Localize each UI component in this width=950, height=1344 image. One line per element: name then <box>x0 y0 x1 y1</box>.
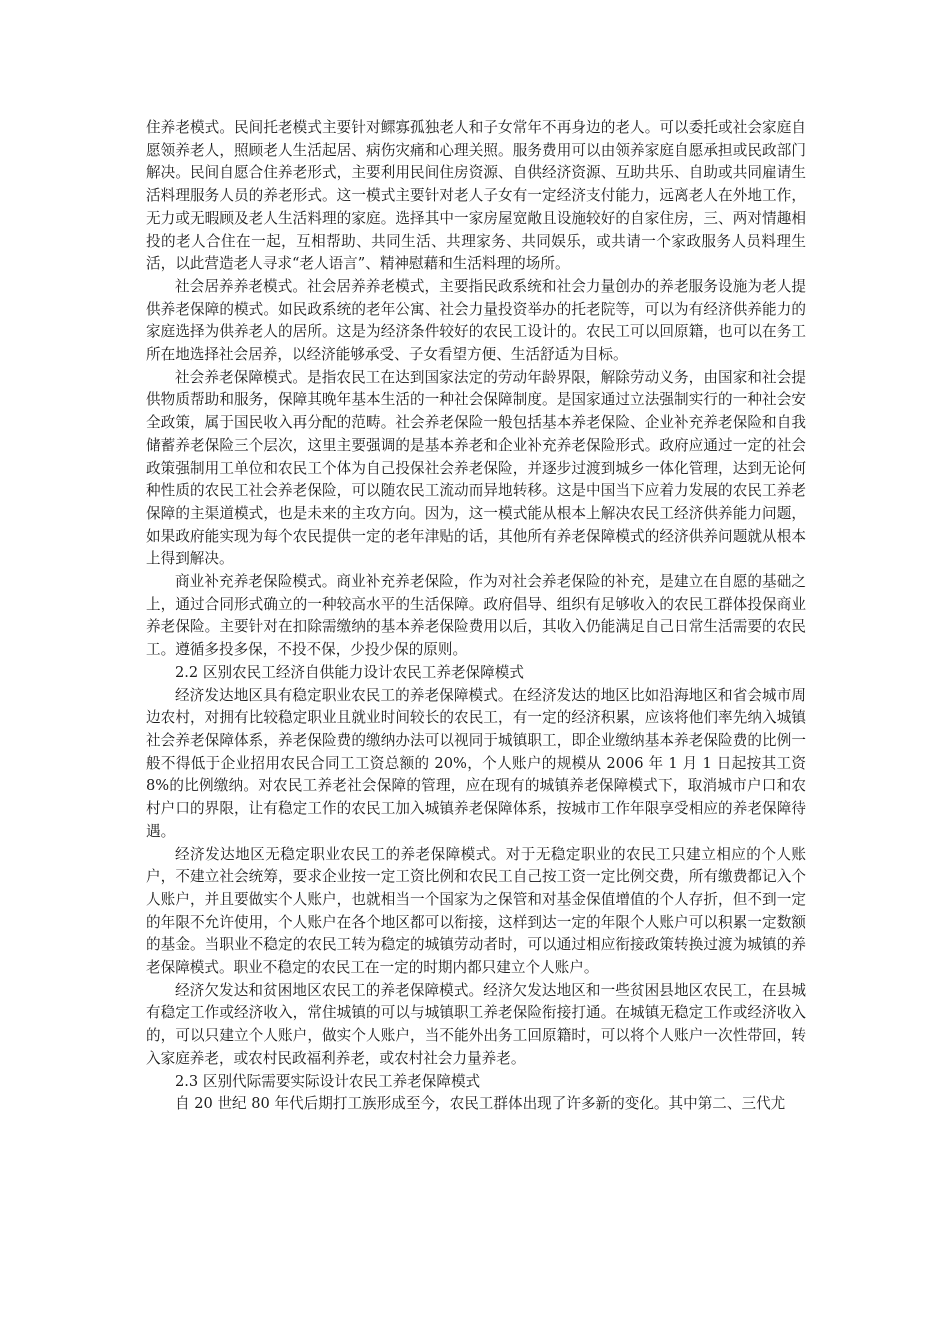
paragraph-social-residential: 社会居养养老模式。社会居养养老模式，主要指民政系统和社会力量创办的养老服务设施为老人提供养老保障的模式。如民政系统的老年公寓、社会力量投资举办的托老院等，可以为有经济供养能力的家庭选择为供养老人的居所。这是为经济条件较好的农民工设计的。农民工可以回原籍，也可以在务工所在地选择社会居养，以经济能够承受、子女看望方便、生活舒适为目标。 <box>146 277 806 364</box>
paragraph-underdeveloped: 经济欠发达和贫困地区农民工的养老保障模式。经济欠发达地区和一些贫困县地区农民工，在县城有稳定工作或经济收入，常住城镇的可以与城镇职工养老保险衔接打通。在城镇无稳定工作或经济收入的，可以只建立个人账户，做实个人账户，当不能外出务工回原籍时，可以将个人账户一次性带回，转入家庭养老，或农村民政福利养老，或农村社会力量养老。 <box>146 981 806 1067</box>
paragraph-developed-unstable: 经济发达地区无稳定职业农民工的养老保障模式。对于无稳定职业的农民工只建立相应的个人账户，不建立社会统筹，要求企业按一定工资比例和农民工自己按工资一定比例交费，所有缴费都记入个人账户，并且要做实个人账户，也就相当一个国家为之保管和对基金保值增值的个人存折，但不到一定的年限不允许使用，个人账户在各个地区都可以衔接，这样到达一定的年限个人账户可以积累一定数额的基金。当职业不稳定的农民工转为稳定的城镇劳动者时，可以通过相应衔接政策转换过渡为城镇的养老保障模式。职业不稳定的农民工在一定的时期内都只建立个人账户。 <box>146 845 806 977</box>
paragraph-generational: 自 20 世纪 80 年代后期打工族形成至今，农民工群体出现了许多新的变化。其中第二、三代尤 <box>175 1095 786 1113</box>
paragraph-commercial-insurance: 商业补充养老保险模式。商业补充养老保险，作为对社会养老保险的补充，是建立在自愿的基础之上，通过合同形式确立的一种较高水平的生活保障。政府倡导、组织有足够收入的农民工群体投保商业养老保险。主要针对在扣除需缴纳的基本养老保险费用以后，其收入仍能满足自己日常生活需要的农民工。遵循多投多保，不投不保，少投少保的原则。 <box>146 573 806 659</box>
paragraph-private-care: 住养老模式。民间托老模式主要针对鳏寡孤独老人和子女常年不再身边的老人。可以委托或社会家庭自愿领养老人，照顾老人生活起居、病伤灾痛和心理关照。服务费用可以由领养家庭自愿承担或民政部门解决。民间自愿合住养老形式，主要利用民间住房资源、自供经济资源、互助共乐、自助或共同雇请生活料理服务人员的养老形式。这一模式主要针对老人子女有一定经济支付能力，远离老人在外地工作，无力或无暇顾及老人生活料理的家庭。选择其中一家房屋宽敞且设施较好的自家住房，三、两对情趣相投的老人合住在一起，互相帮助、共同生活、共理家务、共同娱乐，或共请一个家政服务人员料理生活，以此营造老人寻求“老人语言”、精神慰藉和生活料理的场所。 <box>146 119 806 273</box>
paragraph-developed-stable: 经济发达地区具有稳定职业农民工的养老保障模式。在经济发达的地区比如沿海地区和省会城市周边农村，对拥有比较稳定职业且就业时间较长的农民工，有一定的经济积累，应该将他们率先纳入城镇社会养老保障体系，养老保险费的缴纳办法可以视同于城镇职工，即企业缴纳基本养老保险费的比例一般不得低于企业招用农民合同工工资总额的 20%，个人账户的规模从 2006 年 1 月 1 日起按其工资 8%的比例缴纳。对农民工养老社会保障的管理，应在现有的城镇养老保障模式下，取消城市户口和农村户口的界限，让有稳定工作的农民工加入城镇养老保障体系，按城市工作年限享受相应的养老保障待遇。 <box>146 686 806 840</box>
paragraph-social-insurance: 社会养老保障模式。是指农民工在达到国家法定的劳动年龄界限，解除劳动义务，由国家和社会提供物质帮助和服务，保障其晚年基本生活的一种社会保障制度。是国家通过立法强制实行的一种社会安全政策，属于国民收入再分配的范畴。社会养老保险一般包括基本养老保险、企业补充养老保险和自我储蓄养老保险三个层次，这里主要强调的是基本养老和企业补充养老保险形式。政府应通过一定的社会政策强制用工单位和农民工个体为自己投保社会养老保险，并逐步过渡到城乡一体化管理，达到无论何种性质的农民工社会养老保险，可以随农民工流动而异地转移。这是中国当下应着力发展的农民工养老保障的主渠道模式，也是未来的主攻方向。因为，这一模式能从根本上解决农民工经济供养能力问题，如果政府能实现为每个农民提供一定的老年津贴的话，其他所有养老保障模式的经济供养问题就从根本上得到解决。 <box>146 368 806 568</box>
document-body <box>146 117 806 1116</box>
section-heading-2-2: 2.2 区别农民工经济自供能力设计农民工养老保障模式 <box>175 663 524 681</box>
section-heading-2-3: 2.3 区别代际需要实际设计农民工养老保障模式 <box>175 1072 481 1090</box>
